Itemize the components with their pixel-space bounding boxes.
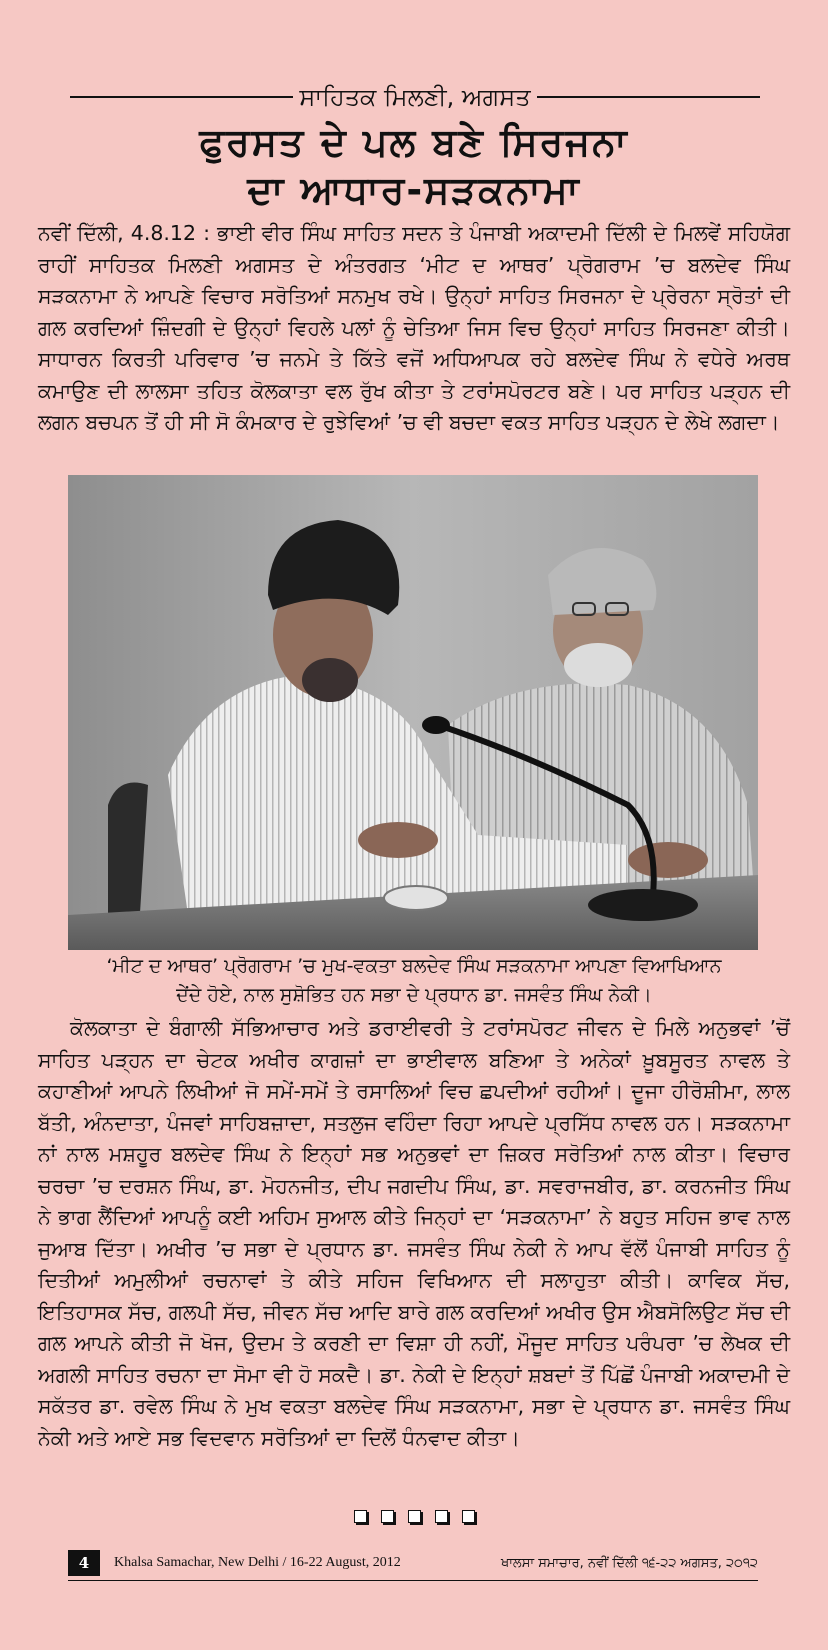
photo-caption [40,952,788,1010]
page-number: 4 [68,1550,100,1576]
caption-line-1: ‘ਮੀਟ ਦ ਆਥਰ’ ਪ੍ਰੋਗਰਾਮ ’ਚ ਮੁਖ-ਵਕਤਾ ਬਲਦੇਵ ਸਿੰਘ ਸੜਕਨਾਮਾ ਆਪਣਾ ਵਿਆਖਿਆਨ [106,955,722,977]
end-mark-box [354,1510,367,1523]
footer-publication-english: Khalsa Samachar, New Delhi / 16-22 August, 2012 [114,1555,401,1570]
section-header [70,82,760,112]
caption-line-2: ਦੇਂਦੇ ਹੋਏ, ਨਾਲ ਸੁਸ਼ੋਭਿਤ ਹਨ ਸਭਾ ਦੇ ਪ੍ਰਧਾਨ ਡਾ. ਜਸਵੰਤ ਸਿੰਘ ਨੇਕੀ। [176,984,652,1006]
end-mark-box [462,1510,475,1523]
end-mark-box [408,1510,421,1523]
page-footer [68,1550,758,1576]
headline-line-2: ਦਾ ਆਧਾਰ-ਸੜਕਨਾਮਾ [247,168,581,212]
end-marks [300,1510,528,1523]
article-paragraph-2: ਕੋਲਕਾਤਾ ਦੇ ਬੰਗਾਲੀ ਸੱਭਿਆਚਾਰ ਅਤੇ ਡਰਾਈਵਰੀ ਤੇ ਟਰਾਂਸਪੋਰਟ ਜੀਵਨ ਦੇ ਮਿਲੇ ਅਨੁਭਵਾਂ ’ਚੋਂ ਸਾਹਿਤ ਪੜ੍ਹਨ ਦਾ ਚੇਟਕ ਅਖੀਰ ਕਾਗਜ਼ਾਂ ਦਾ ਭਾਈਵਾਲ ਬਣਿਆ ਤੇ ਅਨੇਕਾਂ ਖ਼ੂਬਸੂਰਤ ਨਾਵਲ ਤੇ ਕਹਾਣੀਆਂ ਆਪਨੇ ਲਿਖੀਆਂ ਜੋ ਸਮੇਂ-ਸਮੇਂ ਤੇ ਰਸਾਲਿਆਂ ਵਿਚ ਛਪਦੀਆਂ ਰਹੀਆਂ। ਦੂਜਾ ਹੀਰੋਸ਼ੀਮਾ, ਲਾਲ ਬੱਤੀ, ਅੰਨਦਾਤਾ, ਪੰਜਵਾਂ ਸਾਹਿਬਜ਼ਾਦਾ, ਸਤਲੁਜ ਵਹਿੰਦਾ ਰਿਹਾ ਆਪਦੇ ਪ੍ਰਸਿੱਧ ਨਾਵਲ ਹਨ। ਸੜਕਨਾਮਾ ਨਾਂ ਨਾਲ ਮਸ਼ਹੂਰ ਬਲਦੇਵ ਸਿੰਘ ਨੇ ਇਨ੍ਹਾਂ ਸਭ ਅਨੁਭਵਾਂ ਦਾ ਜ਼ਿਕਰ ਸਰੋਤਿਆਂ ਨਾਲ ਕੀਤਾ। ਵਿਚਾਰ ਚਰਚਾ ’ਚ ਦਰਸ਼ਨ ਸਿੰਘ, ਡਾ. ਮੋਹਨਜੀਤ, ਦੀਪ ਜਗਦੀਪ ਸਿੰਘ, ਡਾ. ਸਵਰਾਜਬੀਰ, ਡਾ. ਕਰਨਜੀਤ ਸਿੰਘ ਨੇ ਭਾਗ ਲੈਂਦਿਆਂ ਆਪਨੂੰ ਕਈ ਅਹਿਮ ਸੁਆਲ ਕੀਤੇ ਜਿਨ੍ਹਾਂ ਦਾ ‘ਸੜਕਨਾਮਾ’ ਨੇ ਬਹੁਤ ਸਹਿਜ ਭਾਵ ਨਾਲ ਜੁਆਬ ਦਿੱਤਾ। ਅਖੀਰ ’ਚ ਸਭਾ ਦੇ ਪ੍ਰਧਾਨ ਡਾ. ਜਸਵੰਤ ਸਿੰਘ ਨੇਕੀ ਨੇ ਆਪ ਵੱਲੋਂ ਪੰਜਾਬੀ ਸਾਹਿਤ ਨੂੰ ਦਿਤੀਆਂ ਅਮੁਲੀਆਂ ਰਚਨਾਵਾਂ ਤੇ ਕੀਤੇ ਸਹਿਜ ਵਿਖਿਆਨ ਦੀ ਸਲਾਹੁਤਾ ਕੀਤੀ। ਕਾਵਿਕ ਸੱਚ, ਇਤਿਹਾਸਕ ਸੱਚ, ਗਲਪੀ ਸੱਚ, ਜੀਵਨ ਸੱਚ ਆਦਿ ਬਾਰੇ ਗਲ ਕਰਦਿਆਂ ਅਖੀਰ ਉਸ ਐਬਸੋਲਿਉਟ ਸੱਚ ਦੀ ਗਲ ਆਪਨੇ ਕੀਤੀ ਜੋ ਖੋਜ, ਉਦਮ ਤੇ ਕਰਣੀ ਦਾ ਵਿਸ਼ਾ ਹੀ ਨਹੀਂ, ਮੌਜੂਦ ਸਾਹਿਤ ਪਰੰਪਰਾ ’ਚ ਲੇਖਕ ਦੀ ਅਗਲੀ ਸਾਹਿਤ ਰਚਨਾ ਦਾ ਸੋਮਾ ਵੀ ਹੋ ਸਕਦੈ। ਡਾ. ਨੇਕੀ ਦੇ ਇਨ੍ਹਾਂ ਸ਼ਬਦਾਂ ਤੋਂ ਪਿੱਛੋਂ ਪੰਜਾਬੀ ਅਕਾਦਮੀ ਦੇ ਸਕੱਤਰ ਡਾ. ਰਵੇਲ ਸਿੰਘ ਨੇ ਮੁਖ ਵਕਤਾ ਬਲਦੇਵ ਸਿੰਘ ਸੜਕਨਾਮਾ, ਸਭਾ ਦੇ ਪ੍ਰਧਾਨ ਡਾ. ਜਸਵੰਤ ਸਿੰਘ ਨੇਕੀ ਅਤੇ ਆਏ ਸਭ ਵਿਦਵਾਨ ਸਰੋਤਿਆਂ ਦਾ ਦਿਲੋਂ ਧੰਨਵਾਦ ਕੀਤਾ। [38,1016,790,1450]
section-rule-right [537,96,760,98]
event-photo [68,475,758,950]
end-mark-box [435,1510,448,1523]
footer-publication-punjabi: ਖਾਲਸਾ ਸਮਾਚਾਰ, ਨਵੀਂ ਦਿੱਲੀ ੧੬-੨੨ ਅਗਸਤ, ੨੦੧੨ [500,1555,758,1571]
section-rule-left [70,96,293,98]
end-mark-box [381,1510,394,1523]
headline [40,118,788,214]
article-paragraph-1: ਨਵੀਂ ਦਿੱਲੀ, 4.8.12 : ਭਾਈ ਵੀਰ ਸਿੰਘ ਸਾਹਿਤ ਸਦਨ ਤੇ ਪੰਜਾਬੀ ਅਕਾਦਮੀ ਦਿੱਲੀ ਦੇ ਮਿਲਵੇਂ ਸਹਿਯੋਗ ਰਾਹੀਂ ਸਾਹਿਤਕ ਮਿਲਣੀ ਅਗਸਤ ਦੇ ਅੰਤਰਗਤ ‘ਮੀਟ ਦ ਆਥਰ’ ਪ੍ਰੋਗਰਾਮ ’ਚ ਬਲਦੇਵ ਸਿੰਘ ਸੜਕਨਾਮਾ ਨੇ ਆਪਣੇ ਵਿਚਾਰ ਸਰੋਤਿਆਂ ਸਨਮੁਖ ਰਖੇ। ਉਨ੍ਹਾਂ ਸਾਹਿਤ ਸਿਰਜਨਾ ਦੇ ਪ੍ਰੇਰਨਾ ਸ੍ਰੋਤਾਂ ਦੀ ਗਲ ਕਰਦਿਆਂ ਜ਼ਿੰਦਗੀ ਦੇ ਉਨ੍ਹਾਂ ਵਿਹਲੇ ਪਲਾਂ ਨੂੰ ਚੇਤਿਆ ਜਿਸ ਵਿਚ ਉਨ੍ਹਾਂ ਸਾਹਿਤ ਸਿਰਜਣਾ ਕੀਤੀ। ਸਾਧਾਰਨ ਕਿਰਤੀ ਪਰਿਵਾਰ ’ਚ ਜਨਮੇ ਤੇ ਕਿੱਤੇ ਵਜੋਂ ਅਧਿਆਪਕ ਰਹੇ ਬਲਦੇਵ ਸਿੰਘ ਨੇ ਵਧੇਰੇ ਅਰਥ ਕਮਾਉਣ ਦੀ ਲਾਲਸਾ ਤਹਿਤ ਕੋਲਕਾਤਾ ਵਲ ਰੁੱਖ ਕੀਤਾ ਤੇ ਟਰਾਂਸਪੋਰਟਰ ਬਣੇ। ਪਰ ਸਾਹਿਤ ਪੜ੍ਹਨ ਦੀ ਲਗਨ ਬਚਪਨ ਤੋਂ ਹੀ ਸੀ ਸੋ ਕੰਮਕਾਰ ਦੇ ਰੁਝੇਵਿਆਂ ’ਚ ਵੀ ਬਚਦਾ ਵਕਤ ਸਾਹਿਤ ਪੜ੍ਹਨ ਦੇ ਲੇਖੇ ਲਗਦਾ। [38,221,790,434]
headline-line-1: ਫੁਰਸਤ ਦੇ ਪਲ ਬਣੇ ਸਿਰਜਨਾ [199,120,629,164]
footer-rule [68,1580,758,1581]
section-label: ਸਾਹਿਤਕ ਮਿਲਣੀ, ਅਗਸਤ [299,83,531,111]
